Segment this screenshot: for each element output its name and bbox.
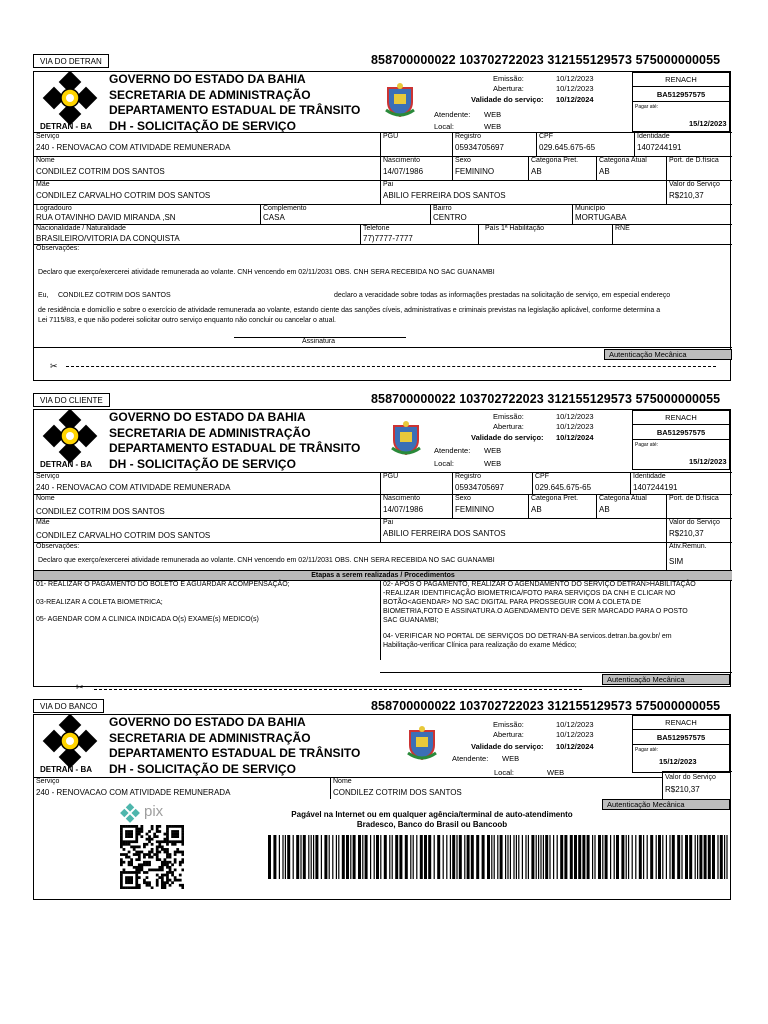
pagar-value: 15/12/2023 <box>689 457 727 466</box>
municipio-label: Município <box>575 205 605 212</box>
assinatura-label: Assinatura <box>302 338 336 345</box>
nacionalidade-value: BRASILEIRO/VITORIA DA CONQUISTA <box>36 234 180 243</box>
emissao-label: Emissão: <box>493 412 524 421</box>
pai-value: ABILIO FERREIRA DOS SANTOS <box>383 191 506 200</box>
etapas-right <box>380 580 732 660</box>
valor-value: R$210,37 <box>669 529 704 538</box>
section-detran <box>33 71 731 381</box>
etapas-title: Etapas a serem realizadas / Procedimentos <box>34 570 732 580</box>
org-title <box>109 410 360 472</box>
abertura-value: 10/12/2023 <box>556 422 594 431</box>
observacao-text: Declaro que exerço/exercerei atividade remunerada ao volante. CNH vencendo em 02/11/2031 OBS. CNH SERA RECEBIDA NO SAC GUANAMBI <box>38 269 495 276</box>
bairro-cell <box>430 204 572 224</box>
etapas-left <box>34 580 380 660</box>
telefone-value: 77)7777-7777 <box>363 234 413 243</box>
divider <box>34 347 732 348</box>
etapa-05: 05- AGENDAR COM A CLINICA INDICADA O(s) EXAME(s) MEDICO(s) <box>36 616 259 623</box>
validade-label: Validade do serviço: <box>471 95 544 104</box>
pais-hab-label: País 1ª Habilitação <box>485 225 545 232</box>
servico-cell <box>34 132 380 156</box>
ativ-remun-value: SIM <box>669 557 684 566</box>
renach-value: BA512957575 <box>633 731 729 745</box>
identidade-label: Identidade <box>637 133 670 140</box>
identidade-label: Identidade <box>633 473 666 480</box>
valor-label: Valor do Serviço <box>665 774 716 781</box>
pix-qr-code <box>120 825 184 889</box>
emissao-label: Emissão: <box>493 74 524 83</box>
pais-hab-cell <box>478 224 612 244</box>
etapa-01: 01- REALIZAR O PAGAMENTO DO BOLETO E AGUARDAR ACOMPENSAÇÃO; <box>36 581 290 588</box>
registro-cell <box>452 472 532 494</box>
decl-nome: CONDILEZ COTRIM DOS SANTOS <box>58 292 171 299</box>
sexo-label: Sexo <box>455 157 471 164</box>
cat-atual-value: AB <box>599 167 610 176</box>
pai-cell <box>380 518 666 542</box>
renach-label: RENACH <box>633 411 729 425</box>
pay-instructions <box>272 810 592 830</box>
pix-text: pix <box>144 803 164 820</box>
telefone-label: Telefone <box>363 225 390 232</box>
emissao-label: Emissão: <box>493 720 524 729</box>
cat-atual-value: AB <box>599 505 610 514</box>
bairro-value: CENTRO <box>433 213 467 222</box>
org-title <box>109 72 360 134</box>
complemento-label: Complemento <box>263 205 307 212</box>
registro-value: 05934705697 <box>455 483 504 492</box>
pai-label: Pai <box>383 519 394 526</box>
observacoes-label: Observações: <box>36 543 80 550</box>
cpf-value: 029.645.675-65 <box>539 143 596 152</box>
renach-label: RENACH <box>633 716 729 730</box>
nascimento-value: 14/07/1986 <box>383 505 424 514</box>
decl-part1: declaro a veracidade sobre todas as informações prestadas na solicitação de serviço, em especial endereço <box>334 292 671 299</box>
nome-value: CONDILEZ COTRIM DOS SANTOS <box>333 788 462 797</box>
renach-label: RENACH <box>633 73 729 87</box>
org-line2: SECRETARIA DE ADMINISTRAÇÃO <box>109 425 311 440</box>
section-cliente <box>33 409 731 687</box>
nacionalidade-label: Nacionalidade / Naturalidade <box>36 225 126 232</box>
cat-pret-cell <box>528 494 596 518</box>
org-line3: DEPARTAMENTO ESTADUAL DE TRÂNSITO <box>109 746 361 760</box>
emissao-value: 10/12/2023 <box>556 74 594 83</box>
abertura-value: 10/12/2023 <box>556 84 594 93</box>
pagar-label: Pagar até: <box>635 747 659 753</box>
pagar-label: Pagar até: <box>635 442 659 448</box>
port-def-cell <box>666 494 732 518</box>
valor-cell <box>666 180 732 204</box>
rne-cell <box>612 224 732 244</box>
org-line3: DEPARTAMENTO ESTADUAL DE TRÂNSITO <box>109 441 361 455</box>
cat-pret-label: Categoria Pret. <box>531 495 579 502</box>
org-line1: GOVERNO DO ESTADO DA BAHIA <box>109 715 306 729</box>
rne-label: RNE <box>615 225 630 232</box>
nascimento-cell <box>380 494 452 518</box>
observacoes-label: Observações: <box>36 245 80 252</box>
org-line2: SECRETARIA DE ADMINISTRAÇÃO <box>109 730 311 745</box>
logo-text: DETRAN - BA <box>40 460 92 469</box>
digitable-line: 858700000022 103702722023 312155129573 575000000055 <box>371 53 721 67</box>
bahia-coat-of-arms-icon <box>406 725 438 761</box>
renach-box <box>632 72 730 132</box>
bahia-coat-of-arms-icon <box>384 82 416 118</box>
pgu-cell <box>380 472 452 494</box>
pgu-label: PGU <box>383 133 399 140</box>
pgu-cell <box>380 132 452 156</box>
servico-cell <box>34 777 330 799</box>
renach-value: BA512957575 <box>633 88 729 102</box>
identidade-cell <box>630 472 732 494</box>
nome-cell <box>34 494 380 518</box>
nascimento-label: Nascimento <box>383 495 420 502</box>
bahia-coat-of-arms-icon <box>390 420 422 456</box>
municipio-value: MORTUGABA <box>575 213 627 222</box>
servico-cell <box>34 472 380 494</box>
org-line4: DH - SOLICITAÇÃO DE SERVIÇO <box>109 761 296 776</box>
servico-value: 240 - RENOVACAO COM ATIVIDADE REMUNERADA <box>36 143 231 152</box>
registro-value: 05934705697 <box>455 143 504 152</box>
local-value: WEB <box>547 768 565 777</box>
pay-line1: Pagável na Internet ou em qualquer agência/terminal de auto-atendimento <box>291 810 573 819</box>
divider <box>380 672 732 673</box>
mae-value: CONDILEZ CARVALHO COTRIM DOS SANTOS <box>36 191 211 200</box>
sexo-cell <box>452 156 528 180</box>
barcode <box>268 835 730 879</box>
pagar-value: 15/12/2023 <box>659 757 697 766</box>
ativ-remun-label: Ativ.Remun. <box>669 543 707 550</box>
servico-label: Serviço <box>36 133 60 140</box>
cat-pret-cell <box>528 156 596 180</box>
cut-line-2 <box>94 689 582 690</box>
validade-label: Validade do serviço: <box>471 742 544 751</box>
pagar-value: 15/12/2023 <box>689 119 727 128</box>
decl-eu: Eu, <box>38 292 49 299</box>
local-label: Local: <box>434 122 455 131</box>
autenticacao-badge-banco: Autenticação Mecânica <box>602 799 730 810</box>
org-line4: DH - SOLICITAÇÃO DE SERVIÇO <box>109 456 296 471</box>
cpf-label: CPF <box>539 133 553 140</box>
bairro-label: Bairro <box>433 205 452 212</box>
etapa-04a: 04- VERIFICAR NO PORTAL DE SERVIÇOS DO DETRAN-BA servicos.detran.ba.gov.br/ em <box>383 633 672 640</box>
registro-label: Registro <box>455 473 482 480</box>
local-value: WEB <box>484 459 502 468</box>
servico-value: 240 - RENOVACAO COM ATIVIDADE REMUNERADA <box>36 788 231 797</box>
digitable-line-banco: 858700000022 103702722023 312155129573 575000000055 <box>371 699 721 713</box>
logradouro-label: Logradouro <box>36 205 72 212</box>
emissao-value: 10/12/2023 <box>556 412 594 421</box>
abertura-label: Abertura: <box>493 422 524 431</box>
digitable-line-cliente: 858700000022 103702722023 312155129573 575000000055 <box>371 392 721 406</box>
servico-value: 240 - RENOVACAO COM ATIVIDADE REMUNERADA <box>36 483 231 492</box>
local-value: WEB <box>484 122 502 131</box>
etapa-02d: BIOMETRIA,FOTO E ASSINATURA.O AGENDAMENTO DEVE SER MARCADO PARA O POSTO <box>383 608 688 615</box>
local-label: Local: <box>494 768 515 777</box>
nascimento-label: Nascimento <box>383 157 420 164</box>
observacoes-cell <box>34 244 732 381</box>
atendente-value: WEB <box>484 110 502 119</box>
telefone-cell <box>360 224 478 244</box>
renach-box <box>632 410 730 470</box>
renach-box <box>632 715 730 773</box>
etapa-02c: BOTÃO<AGENDAR> NO SAC DIGITAL PARA PROSSEGUIR COM A COLETA DE <box>383 599 642 606</box>
abertura-value: 10/12/2023 <box>556 730 594 739</box>
valor-cell <box>662 771 732 799</box>
pay-line2: Bradesco, Banco do Brasil ou Bancoob <box>356 820 508 829</box>
nome-label: Nome <box>36 495 55 502</box>
emissao-value: 10/12/2023 <box>556 720 594 729</box>
pagar-label: Pagar até: <box>635 104 659 110</box>
etapa-02a: 02- APÓS O PAGAMENTO, REALIZAR O AGENDAMENTO DO SERVIÇO DETRAN>HABILITAÇÃO <box>383 581 696 588</box>
org-line4: DH - SOLICITAÇÃO DE SERVIÇO <box>109 118 296 133</box>
nome-label: Nome <box>333 778 352 785</box>
complemento-cell <box>260 204 430 224</box>
via-banco-label: VIA DO BANCO <box>33 699 104 713</box>
validade-value: 10/12/2024 <box>556 95 594 104</box>
nome-cell <box>34 156 380 180</box>
decl-part2: de residência e domicílio e sobre o exercício de atividade remunerada ao volante, estando ciente das sanções cíveis, administrativas e criminais previstas na legislação aplicável, conforme determina a <box>38 307 661 314</box>
scissors-icon: ✂ <box>76 682 84 692</box>
org-title <box>109 715 360 777</box>
cpf-value: 029.645.675-65 <box>535 483 592 492</box>
org-line3: DEPARTAMENTO ESTADUAL DE TRÂNSITO <box>109 103 361 117</box>
cut-line-1 <box>66 366 716 367</box>
valor-label: Valor do Serviço <box>669 519 720 526</box>
ativ-remun-cell <box>666 542 732 570</box>
cat-atual-cell <box>596 156 666 180</box>
sexo-cell <box>452 494 528 518</box>
cat-pret-value: AB <box>531 167 542 176</box>
sexo-value: FEMININO <box>455 505 495 514</box>
autenticacao-badge-cliente: Autenticação Mecânica <box>602 674 730 685</box>
validade-label: Validade do serviço: <box>471 433 544 442</box>
nome-value: CONDILEZ COTRIM DOS SANTOS <box>36 167 165 176</box>
logradouro-value: RUA OTAVINHO DAVID MIRANDA ,SN <box>36 213 176 222</box>
identidade-cell <box>634 132 732 156</box>
via-cliente-label: VIA DO CLIENTE <box>33 393 110 407</box>
port-def-cell <box>666 156 732 180</box>
abertura-label: Abertura: <box>493 730 524 739</box>
etapa-02e: SAC GUANAMBI; <box>383 617 439 624</box>
servico-label: Serviço <box>36 473 60 480</box>
valor-value: R$210,37 <box>669 191 704 200</box>
cpf-cell <box>532 472 630 494</box>
valor-value: R$210,37 <box>665 785 700 794</box>
cat-atual-label: Categoria Atual <box>599 157 647 164</box>
mae-label: Mãe <box>36 519 50 526</box>
pai-label: Pai <box>383 181 394 188</box>
cpf-label: CPF <box>535 473 549 480</box>
cat-atual-cell <box>596 494 666 518</box>
valor-cell <box>666 518 732 542</box>
etapa-03: 03-REALIZAR A COLETA BIOMETRICA; <box>36 599 163 606</box>
nacionalidade-cell <box>34 224 360 244</box>
complemento-value: CASA <box>263 213 285 222</box>
atendente-value: WEB <box>502 754 520 763</box>
org-line1: GOVERNO DO ESTADO DA BAHIA <box>109 410 306 424</box>
etapa-02b: -REALIZAR IDENTIFICAÇÃO BIOMETRICA/FOTO PARA SERVIÇOS DA CNH E CLICAR NO <box>383 590 676 597</box>
nome-label: Nome <box>36 157 55 164</box>
observacao-text: Declaro que exerço/exercerei atividade remunerada ao volante. CNH vencendo em 02/11/2031 OBS. CNH SERA RECEBIDA NO SAC GUANAMBI <box>38 557 495 564</box>
mae-cell <box>34 518 380 542</box>
mae-label: Mãe <box>36 181 50 188</box>
org-line1: GOVERNO DO ESTADO DA BAHIA <box>109 72 306 86</box>
org-line2: SECRETARIA DE ADMINISTRAÇÃO <box>109 87 311 102</box>
mae-value: CONDILEZ CARVALHO COTRIM DOS SANTOS <box>36 531 211 540</box>
validade-value: 10/12/2024 <box>556 433 594 442</box>
via-detran-label: VIA DO DETRAN <box>33 54 109 68</box>
observacoes-cell <box>34 542 666 570</box>
pai-value: ABILIO FERREIRA DOS SANTOS <box>383 529 506 538</box>
local-label: Local: <box>434 459 455 468</box>
abertura-label: Abertura: <box>493 84 524 93</box>
logradouro-cell <box>34 204 260 224</box>
sexo-label: Sexo <box>455 495 471 502</box>
cpf-cell <box>536 132 634 156</box>
cat-atual-label: Categoria Atual <box>599 495 647 502</box>
registro-cell <box>452 132 536 156</box>
pgu-label: PGU <box>383 473 399 480</box>
sexo-value: FEMININO <box>455 167 495 176</box>
atendente-label: Atendente: <box>434 110 471 119</box>
pai-cell <box>380 180 666 204</box>
valor-label: Valor do Serviço <box>669 181 720 188</box>
mae-cell <box>34 180 380 204</box>
etapa-04b: Habilitação-verificar Clínica para realização do exame Médico; <box>383 642 577 649</box>
scissors-icon: ✂ <box>50 361 58 371</box>
atendente-label: Atendente: <box>434 446 471 455</box>
cat-pret-label: Categoria Pret. <box>531 157 579 164</box>
renach-value: BA512957575 <box>633 426 729 440</box>
logo-text: DETRAN - BA <box>40 765 92 774</box>
nascimento-cell <box>380 156 452 180</box>
logo-text: DETRAN - BA <box>40 122 92 131</box>
atendente-label: Atendente: <box>452 754 489 763</box>
nome-value: CONDILEZ COTRIM DOS SANTOS <box>36 507 165 516</box>
atendente-value: WEB <box>484 446 502 455</box>
nome-cell <box>330 777 662 799</box>
identidade-value: 1407244191 <box>637 143 682 152</box>
port-def-label: Port. de D.física <box>669 157 719 164</box>
section-banco <box>33 714 731 900</box>
identidade-value: 1407244191 <box>633 483 678 492</box>
registro-label: Registro <box>455 133 482 140</box>
decl-part3: Lei 7115/83, e que não poderei solicitar outro serviço enquanto não concluir ou cancelar o atual. <box>38 317 336 324</box>
autenticacao-badge-detran: Autenticação Mecânica <box>604 349 732 360</box>
nascimento-value: 14/07/1986 <box>383 167 424 176</box>
validade-value: 10/12/2024 <box>556 742 594 751</box>
port-def-label: Port. de D.física <box>669 495 719 502</box>
cat-pret-value: AB <box>531 505 542 514</box>
municipio-cell <box>572 204 732 224</box>
servico-label: Serviço <box>36 778 60 785</box>
